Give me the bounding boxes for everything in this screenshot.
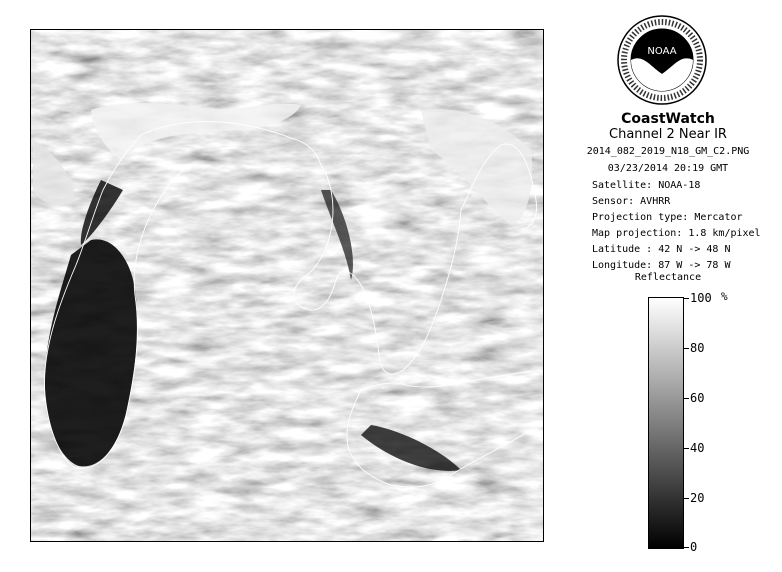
image-filename: 2014_082_2019_N18_GM_C2.PNG	[586, 146, 750, 157]
projection-type: Projection type: Mercator	[592, 212, 743, 223]
acquisition-datetime: 03/23/2014 20:19 GMT	[607, 163, 729, 174]
map-projection: Map projection: 1.8 km/pixel	[592, 228, 761, 239]
tick-20	[683, 498, 689, 499]
satellite-name: Satellite: NOAA-18	[592, 180, 701, 191]
tick-label-80: 80	[690, 341, 705, 355]
tick-label-40: 40	[690, 441, 705, 455]
tick-label-0: 0	[690, 540, 698, 554]
colorbar-unit: %	[721, 290, 728, 303]
tick-100	[683, 298, 689, 299]
noaa-logo	[616, 14, 708, 106]
tick-label-60: 60	[690, 391, 705, 405]
tick-label-20: 20	[690, 491, 705, 505]
product-title: CoastWatch	[621, 111, 715, 127]
longitude-range: Longitude: 87 W -> 78 W	[592, 260, 731, 271]
satellite-image-map[interactable]	[30, 29, 544, 542]
sensor-name: Sensor: AVHRR	[592, 196, 671, 207]
colorbar-title: Reflectance	[634, 272, 702, 283]
channel-subtitle: Channel 2 Near IR	[609, 127, 727, 142]
latitude-range: Latitude : 42 N -> 48 N	[592, 244, 731, 255]
satellite-image-svg	[31, 30, 543, 541]
tick-0	[683, 547, 689, 548]
tick-60	[683, 398, 689, 399]
tick-80	[683, 348, 689, 349]
tick-40	[683, 448, 689, 449]
tick-label-100: 100	[690, 291, 712, 305]
reflectance-colorbar	[648, 297, 684, 549]
noaa-logo-text: NOAA	[647, 46, 677, 57]
